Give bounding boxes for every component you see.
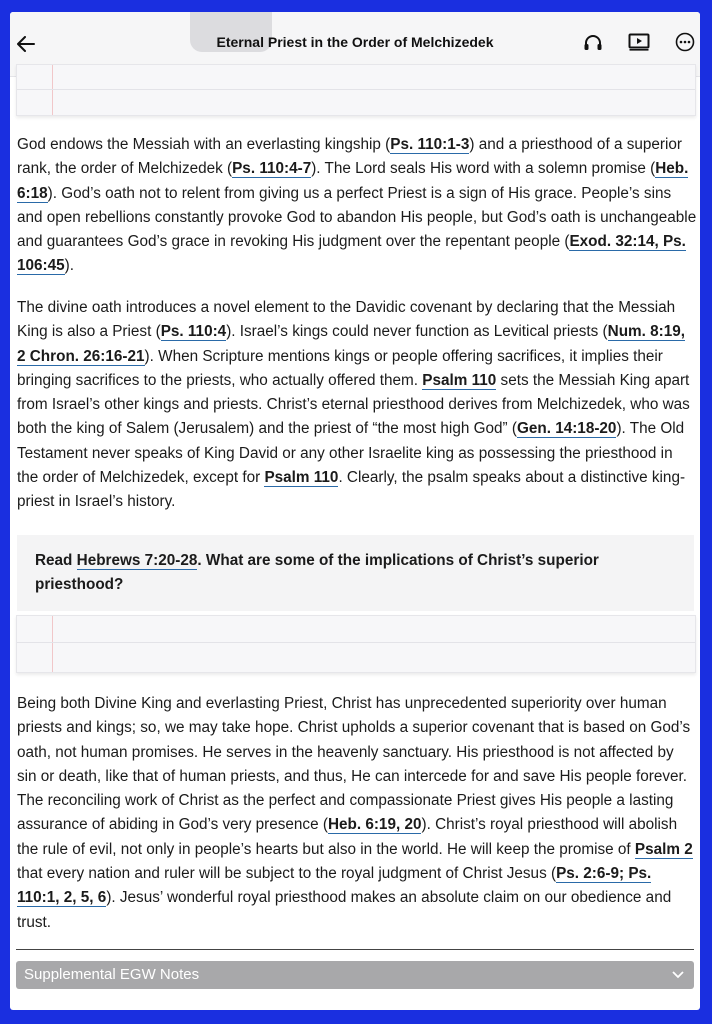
- text-segment: ). Jesus’ wonderful royal priesthood makes an absolute claim on our obedience and trust.: [17, 889, 672, 931]
- headphones-icon[interactable]: [582, 30, 604, 54]
- text-segment: ). The Lord seals His word with a solemn promise (: [311, 160, 656, 178]
- margin-line: [52, 65, 53, 115]
- question-text: [35, 549, 664, 597]
- margin-line: [52, 616, 53, 672]
- scripture-reference-link[interactable]: Psalm 110: [264, 469, 339, 487]
- arrow-left-icon[interactable]: [14, 32, 38, 56]
- scripture-reference-link[interactable]: Ps. 2:6-9; Ps. 110:1, 2, 5, 6: [17, 865, 652, 907]
- more-icon[interactable]: [674, 30, 696, 54]
- paragraph-3: [17, 692, 697, 935]
- text-segment: . Clearly, the psalm speaks about a distinctive king-priest in Israel’s history.: [17, 469, 686, 511]
- supplemental-egw-notes-toggle[interactable]: [16, 961, 694, 989]
- text-segment: . What are some of the implications of Christ’s superior priesthood?: [35, 552, 599, 593]
- text-segment: that every nation and ruler will be subject to the royal judgment of Christ Jesus (: [17, 865, 557, 883]
- paragraph: [17, 296, 697, 515]
- scripture-reference-link[interactable]: Ps. 110:4: [160, 323, 227, 341]
- text-segment: Read: [35, 552, 77, 569]
- notes-box[interactable]: [16, 64, 696, 116]
- text-segment: God endows the Messiah with an everlasting kingship (: [17, 136, 391, 153]
- play-video-icon[interactable]: [628, 30, 650, 54]
- question-box: [17, 535, 694, 611]
- scripture-reference-link[interactable]: Psalm 2: [634, 840, 693, 858]
- paragraph: [17, 692, 697, 935]
- supplemental-label: Supplemental EGW Notes: [24, 966, 200, 983]
- scripture-reference-link[interactable]: Heb. 6:19, 20: [327, 816, 422, 834]
- ruled-line: [17, 642, 695, 643]
- ruled-line: [17, 89, 695, 90]
- scripture-reference-link[interactable]: Ps. 110:4-7: [232, 160, 312, 178]
- text-segment: The divine oath introduces a novel element to the Davidic covenant by declaring that the Messiah King is also a Priest (: [17, 299, 676, 341]
- notes-box[interactable]: [16, 615, 696, 673]
- paragraph-2: [17, 296, 697, 515]
- app-window: [10, 12, 700, 1010]
- text-segment: ). The Old Testament never speaks of King David or any other Israelite king as possessing the priesthood in the order of Melchizedek, except for: [17, 420, 685, 487]
- text-segment: ) and a priesthood of a superior rank, the order of Melchizedek (: [17, 136, 682, 178]
- text-segment: ). Israel’s kings could never function as Levitical priests (: [226, 323, 608, 341]
- text-segment: Being both Divine King and everlasting Priest, Christ has unprecedented superiority over human priests and kings; so, we may take hope. Christ upholds a superior covenant that is based on God’s oath, not human promises. He serves in the heavenly sanctuary. His priesthood is not affected by sin or death, like that of human priests, and thus, He can intercede for and save His people forever. The reconciling work of Christ as the perfect and compassionate Priest gives His people a lasting assurance of abiding in God’s very presence (: [17, 695, 691, 834]
- text-segment: sets the Messiah King apart from Israel’s other kings and priests. Christ’s eternal priesthood derives from Melchizedek, who was both the king of Salem (Jerusalem) and the priest of “the most high God” (: [17, 371, 690, 438]
- scripture-reference-link[interactable]: Exod. 32:14, Ps. 106:45: [17, 233, 686, 275]
- text-segment: ).: [64, 257, 74, 275]
- paragraph-1: [17, 133, 697, 279]
- text-segment: ). When Scripture mentions kings or people offering sacrifices, it implies their bringing sacrifices to the priests, who actually offered them.: [17, 347, 663, 389]
- scripture-reference-link[interactable]: Hebrews 7:20-28: [76, 552, 198, 569]
- scripture-reference-link[interactable]: Heb. 6:18: [17, 160, 689, 202]
- chevron-down-icon[interactable]: [672, 967, 684, 982]
- text-segment: ). God’s oath not to relent from giving us a perfect Priest is a sign of His grace. People’s sins and open rebellions constantly provoke God to abandon His people, but God’s oath is unchangeable and guarantees God’s grace in revoking His judgment over the repentant people (: [17, 184, 697, 251]
- scripture-reference-link[interactable]: Num. 8:19, 2 Chron. 26:16-21: [17, 323, 686, 365]
- text-segment: ). Christ’s royal priesthood will abolish the rule of evil, not only in people’s hearts but also in the world. He will keep the promise of: [17, 816, 678, 858]
- page-title: Eternal Priest in the Order of Melchizedek: [216, 34, 494, 50]
- scripture-reference-link[interactable]: Psalm 110: [422, 371, 497, 389]
- paragraph: [17, 133, 697, 279]
- divider: [16, 949, 694, 950]
- scripture-reference-link[interactable]: Gen. 14:18-20: [516, 420, 617, 438]
- scripture-reference-link[interactable]: Ps. 110:1-3: [390, 136, 470, 153]
